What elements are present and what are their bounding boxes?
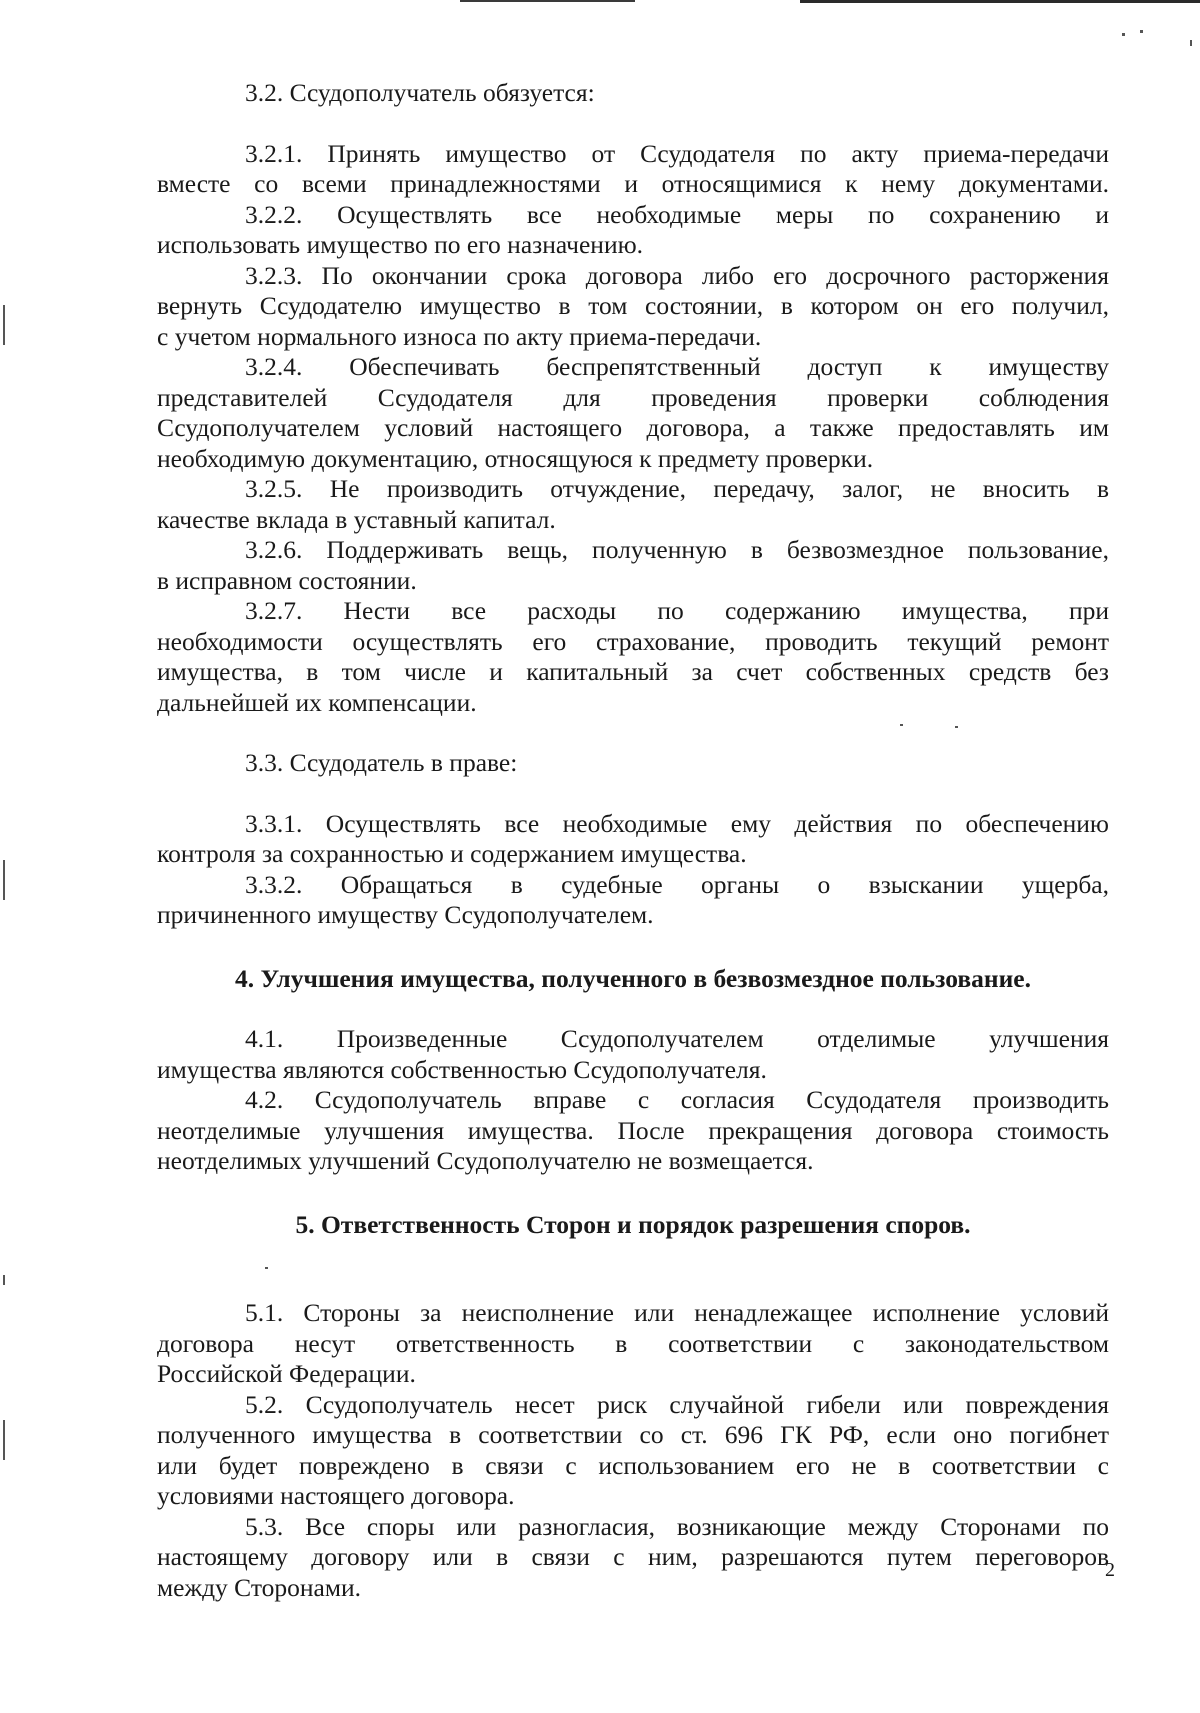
- clause-5-2-line: полученного имущества в соответствии со ст. 696 ГК РФ, если оно погибнет: [157, 1420, 1109, 1449]
- clause-3-3-2-line: причиненного имуществу Ссудополучателем.: [157, 900, 654, 929]
- clause-3-3-1-line: контроля за сохранностью и содержанием имущества.: [157, 839, 747, 868]
- scan-speck: [3, 860, 5, 900]
- clause-3-2-6-line: в исправном состоянии.: [157, 565, 417, 595]
- section-3-3-title: 3.3. Ссудодатель в праве:: [245, 748, 518, 777]
- clause-3-2-5-line: качестве вклада в уставный капитал.: [157, 504, 556, 534]
- clause-3-2-3-line: 3.2.3. По окончании срока договора либо его досрочного расторжения: [245, 260, 1109, 290]
- clause-4-1-line: 4.1. Произведенные Ссудополучателем отделимые улучшения: [245, 1024, 1109, 1053]
- clause-3-2-4-line: представителей Ссудодателя для проведения проверки соблюдения: [157, 382, 1109, 412]
- clause-3-2-4-line: Ссудополучателем условий настоящего договора, а также предоставлять им: [157, 413, 1109, 442]
- scan-speck: [3, 305, 5, 345]
- page-number: 2: [1105, 1559, 1115, 1581]
- clause-5-1-line: Российской Федерации.: [157, 1359, 416, 1388]
- clause-3-3-2-line: 3.3.2. Обращаться в судебные органы о взыскании ущерба,: [245, 869, 1109, 899]
- clause-5-1-line: 5.1. Стороны за неисполнение или ненадлежащее исполнение условий: [245, 1298, 1109, 1327]
- clause-3-3-1-line: 3.3.1. Осуществлять все необходимые ему действия по обеспечению: [245, 808, 1109, 838]
- clause-3-2-1-line: вместе со всеми принадлежностями и относящимися к нему документами.: [157, 169, 1109, 198]
- scan-speck: [1122, 33, 1125, 36]
- section-4-clauses: [157, 1024, 1109, 1177]
- clause-3-2-7-line: дальнейшей их компенсации.: [157, 687, 477, 717]
- clause-4-2-line: неотделимые улучшения имущества. После прекращения договора стоимость: [157, 1115, 1109, 1145]
- clause-3-2-1-line: 3.2.1. Принять имущество от Ссудодателя по акту приема-передачи: [245, 138, 1109, 168]
- clause-5-2-line: условиями настоящего договора.: [157, 1481, 515, 1510]
- section-3-2-title: 3.2. Ссудополучатель обязуется:: [245, 78, 595, 107]
- scan-top-edge: [0, 0, 1200, 3]
- clause-3-2-2-line: использовать имущество по его назначению.: [157, 230, 644, 259]
- scan-speck: [3, 1275, 5, 1285]
- clause-3-2-2-line: 3.2.2. Осуществлять все необходимые меры по сохранению и: [245, 199, 1109, 229]
- clause-5-2-line: 5.2. Ссудополучатель несет риск случайной гибели или повреждения: [245, 1389, 1109, 1419]
- clause-4-2-line: 4.2. Ссудополучатель вправе с согласия Ссудодателя производить: [245, 1085, 1109, 1114]
- section-5-heading: 5. Ответственность Сторон и порядок разрешения споров.: [295, 1209, 971, 1239]
- scan-speck: [3, 1420, 5, 1460]
- section-3-2-clauses: [157, 139, 1109, 719]
- clause-3-2-6-line: 3.2.6. Поддерживать вещь, полученную в безвозмездное пользование,: [245, 535, 1109, 564]
- clause-4-1-line: имущества являются собственностью Ссудополучателя.: [157, 1054, 767, 1084]
- clause-5-3-line: между Сторонами.: [157, 1572, 362, 1602]
- clause-5-2-line: или будет повреждено в связи с использованием его не в соответствии с: [157, 1450, 1109, 1480]
- section-4-heading: 4. Улучшения имущества, полученного в безвозмездное пользование.: [235, 963, 1031, 993]
- section-3-3-clauses: [157, 809, 1109, 931]
- clause-3-2-4-line: 3.2.4. Обеспечивать беспрепятственный доступ к имуществу: [245, 352, 1109, 381]
- section-5-clauses: [157, 1298, 1109, 1603]
- document-body: [157, 78, 1109, 1603]
- clause-3-2-7-line: имущества, в том числе и капитальный за счет собственных средств без: [157, 657, 1109, 686]
- scan-speck: [1140, 30, 1143, 33]
- clause-3-2-5-line: 3.2.5. Не производить отчуждение, передачу, залог, не вносить в: [245, 474, 1109, 503]
- clause-4-2-line: неотделимых улучшений Ссудополучателю не возмещается.: [157, 1146, 814, 1175]
- clause-5-3-line: 5.3. Все споры или разногласия, возникающие между Сторонами по: [245, 1511, 1109, 1541]
- clause-3-2-7-line: необходимости осуществлять его страхование, проводить текущий ремонт: [157, 626, 1109, 656]
- clause-3-2-4-line: необходимую документацию, относящуюся к предмету проверки.: [157, 443, 874, 473]
- clause-3-2-3-line: с учетом нормального износа по акту приема-передачи.: [157, 321, 762, 351]
- clause-3-2-7-line: 3.2.7. Нести все расходы по содержанию имущества, при: [245, 596, 1109, 625]
- clause-5-3-line: настоящему договору или в связи с ним, разрешаются путем переговоров: [157, 1542, 1109, 1571]
- scan-speck: [1190, 40, 1192, 46]
- clause-5-1-line: договора несут ответственность в соответствии с законодательством: [157, 1328, 1109, 1358]
- scan-edge-segment: [460, 0, 635, 2]
- scan-edge-segment: [800, 0, 1200, 3]
- clause-3-2-3-line: вернуть Ссудодателю имущество в том состоянии, в котором он его получил,: [157, 291, 1109, 320]
